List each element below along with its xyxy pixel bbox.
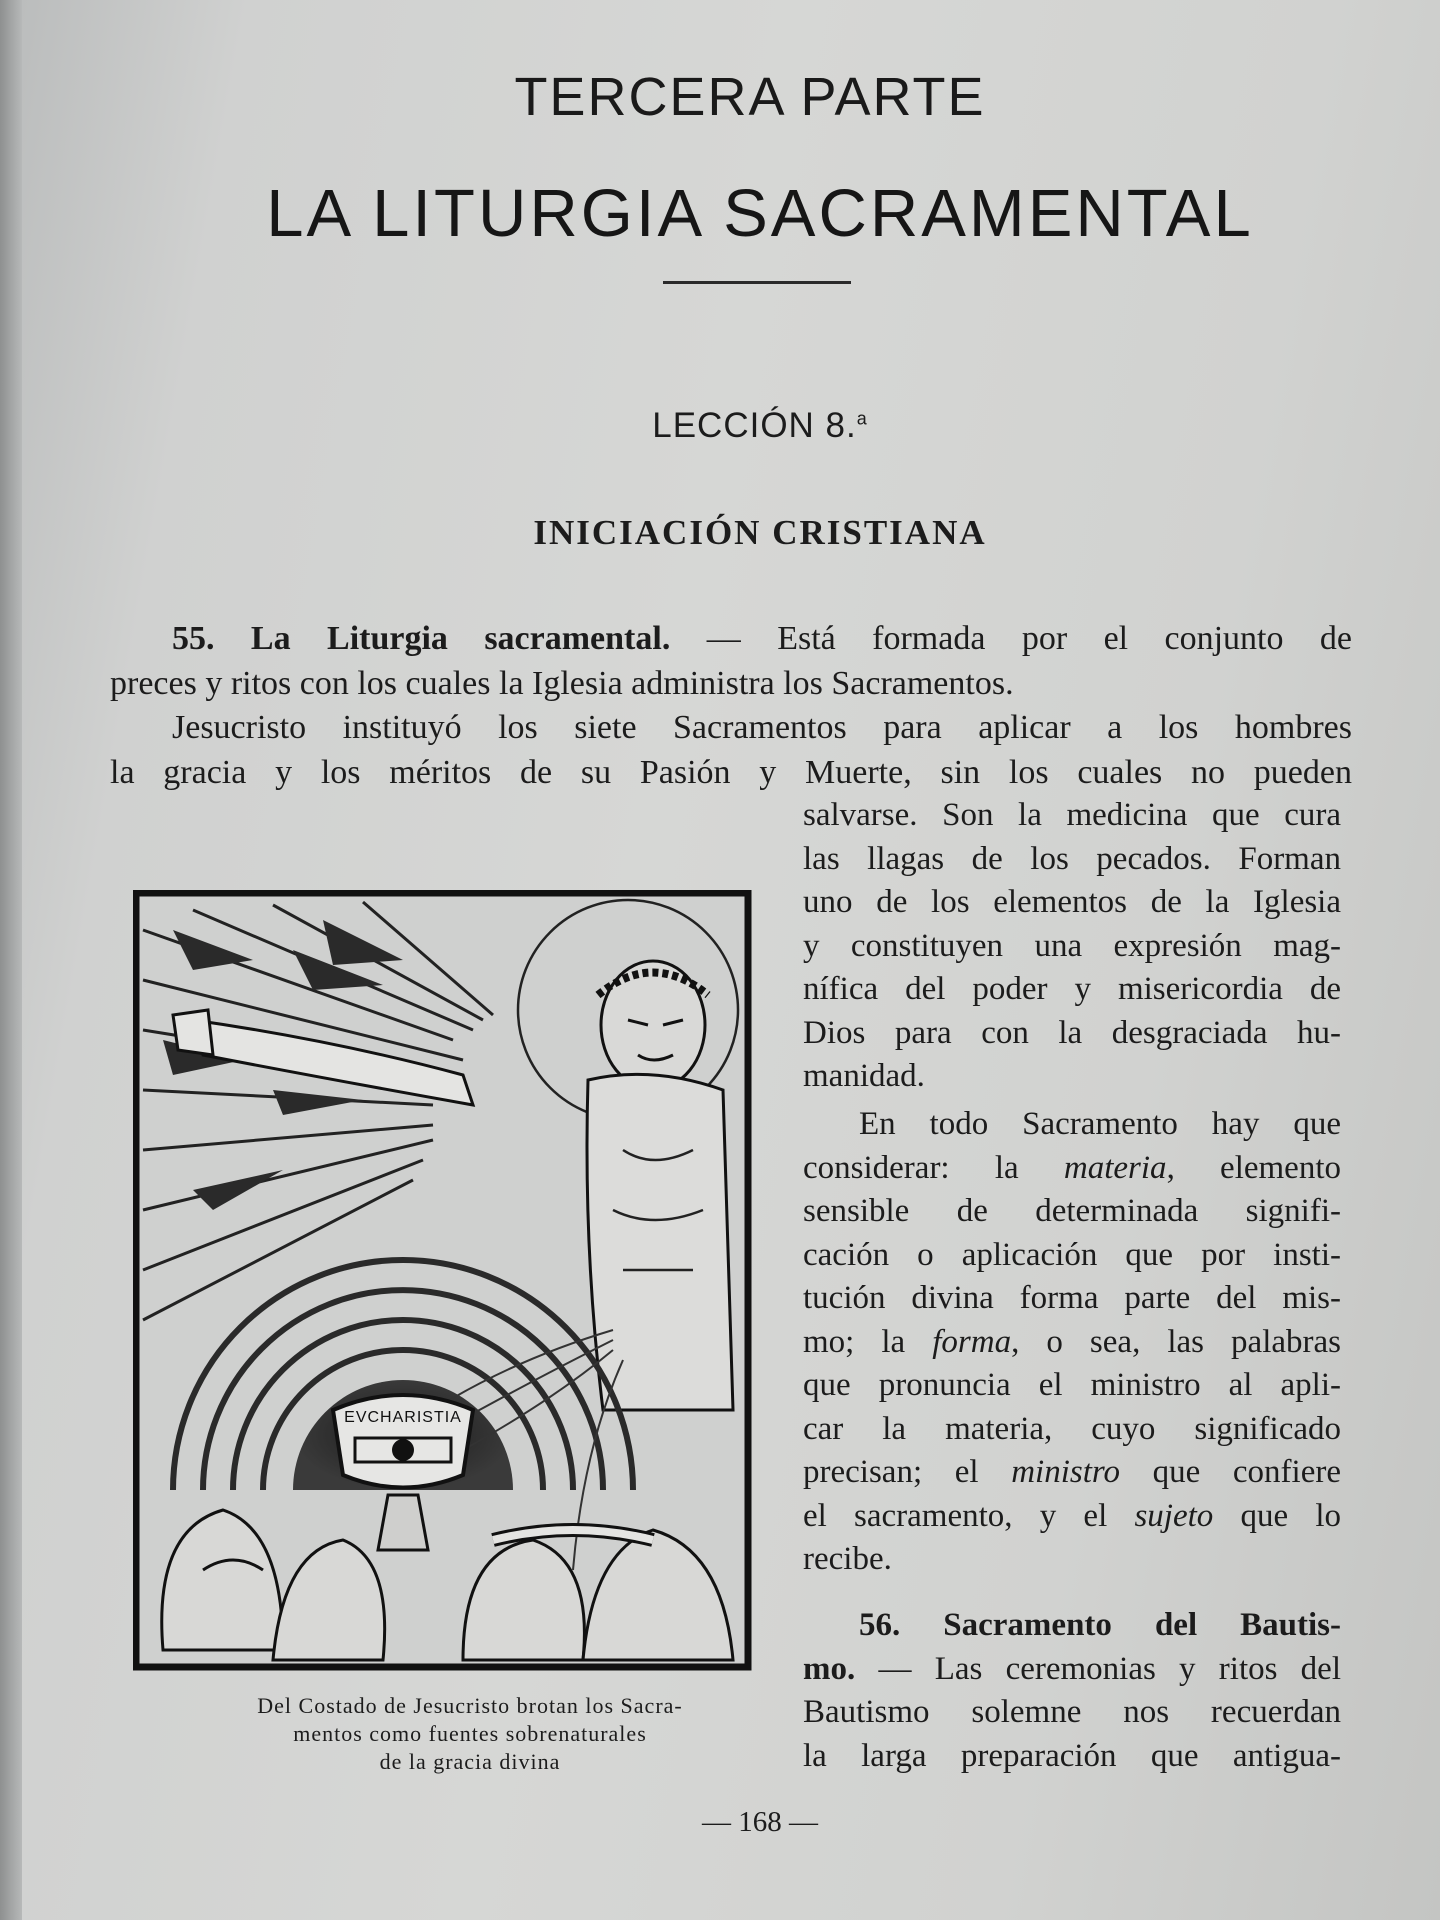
section-heading-56: Sacramento del Bautis- — [943, 1607, 1341, 1643]
part-heading: TERCERA PARTE — [514, 67, 986, 127]
page-title: LA LITURGIA SACRAMENTAL — [266, 176, 1254, 251]
page-edge-shadow — [0, 0, 22, 1920]
paragraph-sacramentos: Jesucristo instituyó los siete Sacramentos para aplicar a los hombres la gracia y los méritos de su Pasión y Muerte, sin los cuales no pueden — [110, 709, 1352, 791]
column-paragraph-materia: En todo Sacramento hay que considerar: la materia, elemento sensible de determinada signifi- cación o aplicación que por insti- tución divina forma parte del mis- mo; la forma, o sea, las palabras que pronuncia el ministro al apli- car la materia, cuyo significado precisan; el ministro que confiere el sacramento, y el sujeto que lo recibe. — [803, 1106, 1341, 1577]
section-heading-55: La Liturgia sacramental. — [250, 620, 671, 657]
paragraph-55: 55. La Liturgia sacramental. — Está formada por el conjunto de preces y ritos con los cuales la Iglesia administra los Sacramentos. — [110, 620, 1353, 702]
column-paragraph-intro: salvarse. Son la medicina que cura las llagas de los pecados. Forman uno de los elementos de la Iglesia y constituyen una expresión mag- nífica del poder y misericordia de Dios para con la desgraciada hu- manidad. — [803, 797, 1341, 1094]
lesson-heading: LECCIÓN 8.$^a$ — [652, 406, 868, 445]
chalice-inscription: EVCHARISTIA — [344, 1409, 462, 1426]
page-number: — 168 — — [702, 1806, 818, 1838]
figure-caption: Del Costado de Jesucristo brotan los Sacra- mentos como fuentes sobrenaturales de la gracia divina — [257, 1693, 683, 1774]
chapter-heading: INICIACIÓN CRISTIANA — [533, 513, 987, 552]
illustration-eucharist — [133, 890, 753, 1672]
column-paragraph-56: 56. Sacramento del Bautis- mo. — Las ceremonias y ritos del Bautismo solemne nos recuerdan la larga preparación que antigua- — [803, 1607, 1341, 1774]
title-divider — [663, 281, 851, 284]
